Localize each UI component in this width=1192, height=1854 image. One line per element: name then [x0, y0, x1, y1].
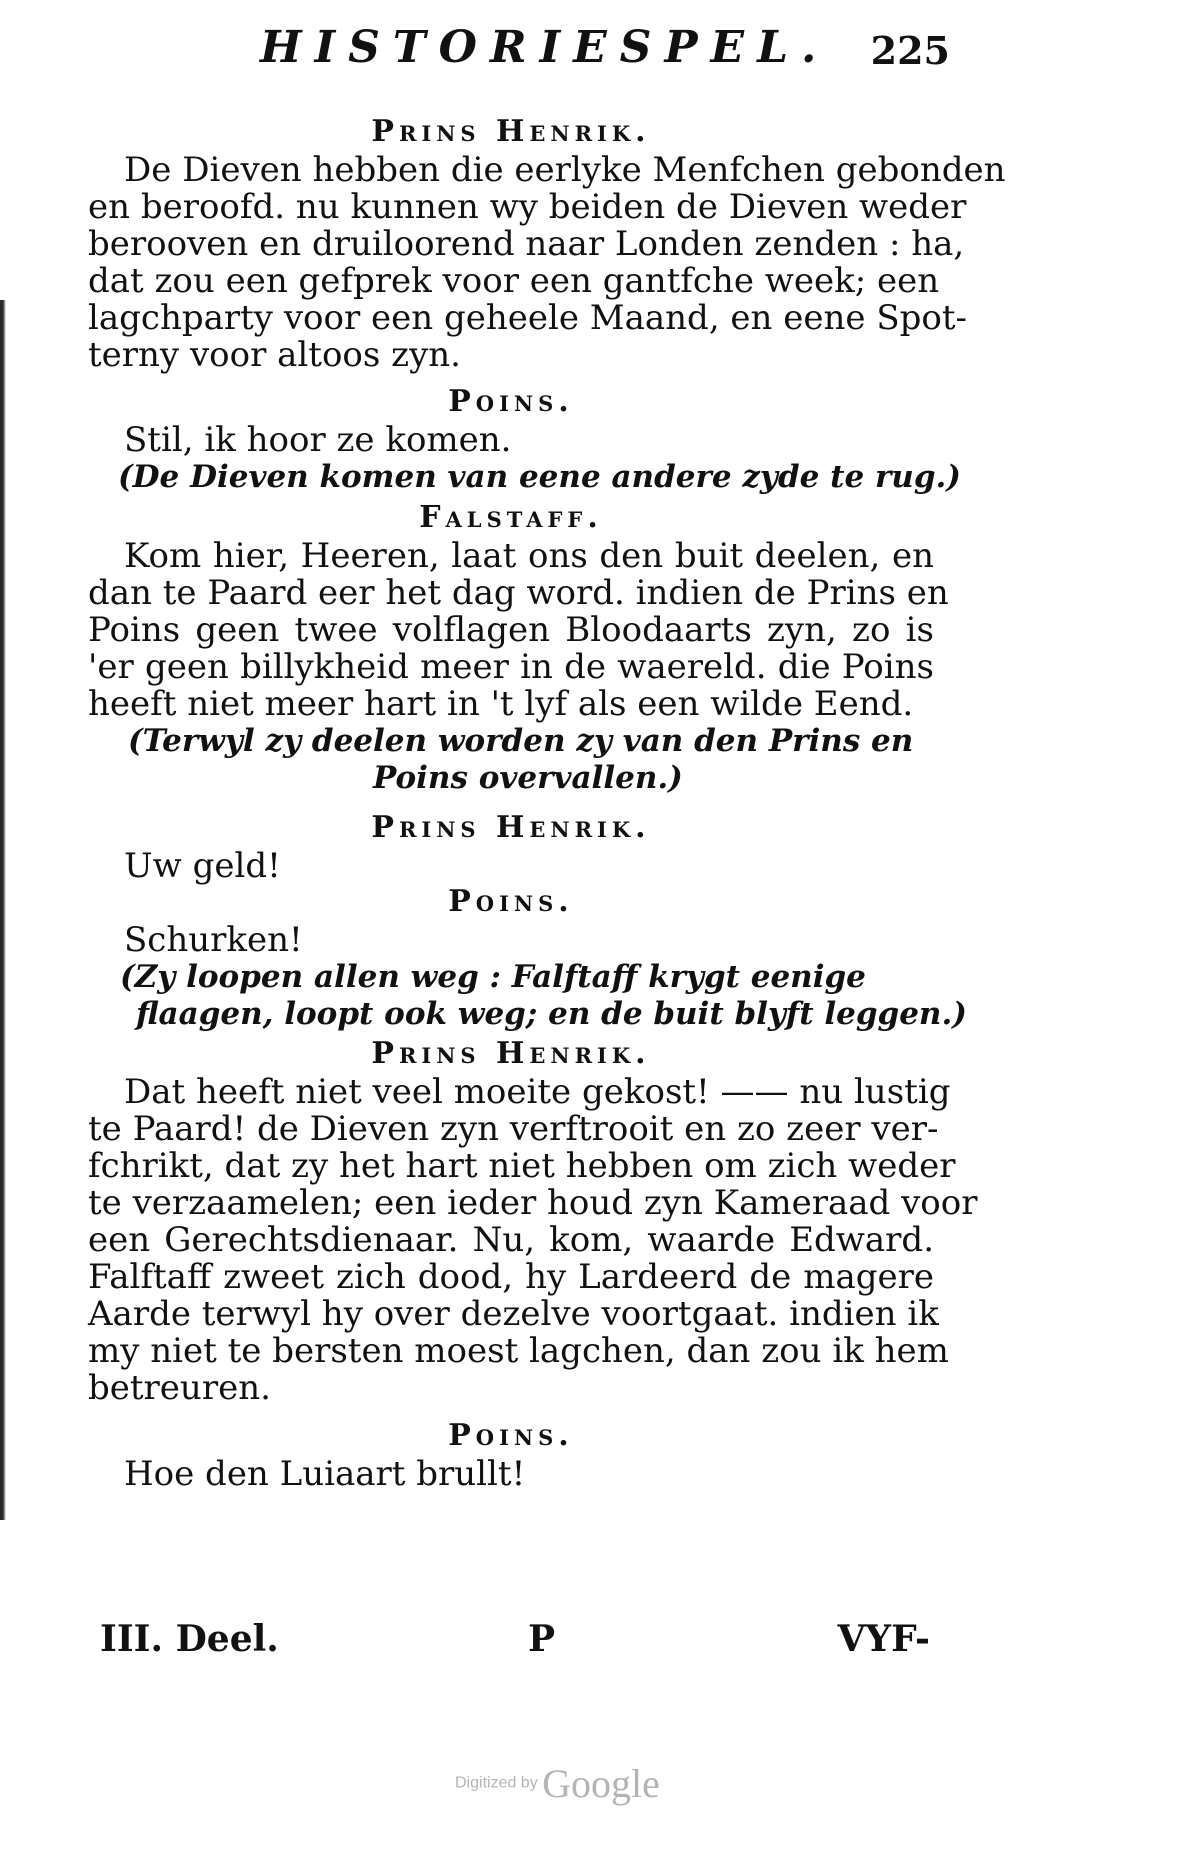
catchword: VYF- [837, 1618, 930, 1660]
speaker-heading: Poins. [448, 884, 574, 919]
speech-line: terny voor altoos zyn. [88, 335, 461, 375]
speech-line: Aarde terwyl hy over dezelve voortgaat. indien ik [88, 1294, 939, 1334]
speech-line: Dat heeft niet veel moeite gekost! —— nu lustig [124, 1072, 951, 1112]
speech-line: dat zou een gefprek voor een gantfche week; een [88, 261, 940, 301]
watermark-prefix: Digitized by [455, 1774, 538, 1792]
speech-line: te Paard! de Dieven zyn verftrooit en zo zeer ver- [88, 1109, 939, 1149]
speaker-heading: Prins Henrik. [371, 810, 651, 845]
speech-line: een Gerechtsdienaar. Nu, kom, waarde Edward. [88, 1220, 934, 1260]
speech-line: betreuren. [88, 1368, 271, 1408]
speech-line: fchrikt, dat zy het hart niet hebben om zich weder [88, 1146, 956, 1186]
speech-line: dan te Paard eer het dag word. indien de Prins en [88, 573, 949, 613]
speech-poins-1 [88, 382, 961, 496]
speech-line: Stil, ik hoor ze komen. [124, 420, 512, 460]
stage-direction: Poins overvallen.) [373, 760, 683, 796]
speech-line: Falftaff zweet zich dood, hy Lardeerd de magere [88, 1257, 934, 1297]
speech-line: Uw geld! [124, 846, 281, 886]
speaker-heading: Poins. [448, 384, 574, 419]
speech-line: Kom hier, Heeren, laat ons den buit deelen, en [124, 536, 934, 576]
running-title: HISTORIESPEL. [260, 22, 830, 73]
speech-prins-henrik-2 [88, 808, 934, 885]
speech-prins-henrik-3 [88, 1034, 978, 1408]
speaker-heading: Prins Henrik. [371, 114, 651, 149]
speech-line: 'er geen billykheid meer in de waereld. die Poins [88, 647, 934, 687]
speech-poins-2 [88, 882, 967, 1033]
speech-line: Schurken! [124, 920, 303, 960]
page-number: 225 [870, 28, 950, 73]
speaker-heading: Poins. [448, 1418, 574, 1453]
speaker-heading: Prins Henrik. [371, 1036, 651, 1071]
speech-line: Poins geen twee volflagen Bloodaarts zyn, zo is [88, 610, 934, 650]
speech-line: my niet te bersten moest lagchen, dan zou ik hem [88, 1331, 949, 1371]
stage-direction: (De Dieven komen van eene andere zyde te rug.) [118, 459, 961, 495]
speech-line: Hoe den Luiaart brullt! [124, 1454, 526, 1494]
digitization-watermark [455, 1760, 660, 1807]
stage-direction: flaagen, loopt ook weg; en de buit blyft leggen.) [136, 996, 967, 1032]
speech-line: lagchparty voor een geheele Maand, en eene Spot- [88, 298, 968, 338]
stage-direction: (Zy loopen allen weg : Falftaff krygt eenige [120, 959, 866, 995]
speech-poins-3 [88, 1416, 934, 1493]
speaker-heading: Falstaff. [419, 500, 603, 535]
speech-line: heeft niet meer hart in 't lyf als een wilde Eend. [88, 684, 914, 724]
gathering-signature: P [528, 1618, 556, 1660]
volume-signature: III. Deel. [100, 1618, 279, 1660]
speech-falstaff [88, 498, 949, 797]
page-header [260, 22, 950, 82]
stage-direction: (Terwyl zy deelen worden zy van den Prins en [128, 723, 914, 759]
speech-line: en beroofd. nu kunnen wy beiden de Dieven weder [88, 187, 967, 227]
speech-line: te verzaamelen; een ieder houd zyn Kameraad voor [88, 1183, 978, 1223]
speech-prins-henrik-1 [88, 112, 1006, 375]
google-logo: Google [542, 1761, 660, 1806]
scan-edge-shadow [0, 300, 6, 1520]
speech-line: De Dieven hebben die eerlyke Menfchen gebonden [124, 150, 1006, 190]
speech-line: berooven en druiloorend naar Londen zenden : ha, [88, 224, 965, 264]
page-footer [100, 1618, 930, 1668]
